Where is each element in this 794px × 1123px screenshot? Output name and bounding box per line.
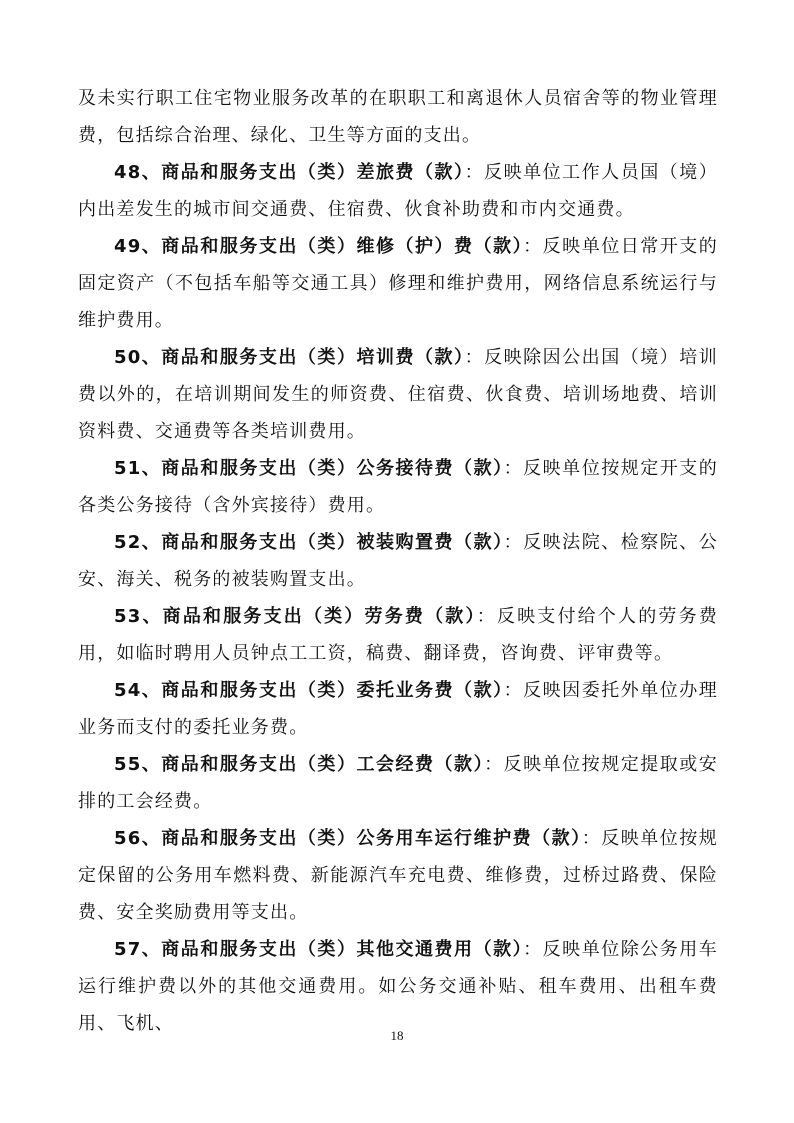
item-heading: 52、商品和服务支出（类）被装购置费（款） [114,532,504,553]
item-text: ：反映除因公出国（境）培训费以外的，在培训期间发生的师资费、住宿费、伙食费、培训场地费、培训资料费、交通费等各类培训费用。 [78,347,718,442]
intro-paragraph: 及未实行职工住宅物业服务改革的在职职工和离退休人员宿舍等的物业管理费，包括综合治理、绿化、卫生等方面的支出。 [78,88,718,146]
item-text: ：反映因委托外单位办理业务而支付的委托业务费。 [78,680,719,738]
item-text: ：反映单位日常开支的固定资产（不包括车船等交通工具）修理和维护费用，网络信息系统运行与维护费用。 [78,236,719,331]
item-text: ：反映单位按规定提取或安排的工会经费。 [78,754,718,812]
item-text: ：反映单位按规定保留的公务用车燃料费、新能源汽车充电费、维修费，过桥过路费、保险费、安全奖励费用等支出。 [78,828,718,923]
item-49 [78,228,718,339]
item-text: ：反映法院、检察院、公安、海关、税务的被装购置支出。 [78,532,719,590]
item-51 [78,450,718,524]
item-text: ：反映单位工作人员国（境）内出差发生的城市间交通费、住宿费、伙食补助费和市内交通费。 [78,162,718,220]
item-heading: 48、商品和服务支出（类）差旅费（款） [114,162,465,183]
item-54 [78,672,718,746]
item-text: ：反映单位按规定开支的各类公务接待（含外宾接待）费用。 [78,458,719,516]
item-57 [78,931,718,1042]
item-heading: 49、商品和服务支出（类）维修（护）费（款） [114,236,524,257]
item-55 [78,746,718,820]
page-number: 18 [390,1028,404,1043]
item-56 [78,820,718,931]
item-heading: 55、商品和服务支出（类）工会经费（款） [114,754,485,775]
item-text: ：反映单位除公务用车运行维护费以外的其他交通费用。如公务交通补贴、租车费用、出租车费用、飞机、 [78,939,719,1034]
item-heading: 54、商品和服务支出（类）委托业务费（款） [114,680,504,701]
item-heading: 51、商品和服务支出（类）公务接待费（款） [114,458,504,479]
item-50 [78,339,718,450]
item-52 [78,524,718,598]
item-heading: 50、商品和服务支出（类）培训费（款） [114,347,465,368]
item-48 [78,154,718,228]
item-heading: 56、商品和服务支出（类）公务用车运行维护费（款） [114,828,582,849]
document-body [78,80,718,1042]
item-heading: 57、商品和服务支出（类）其他交通费用（款） [114,939,524,960]
item-heading: 53、商品和服务支出（类）劳务费（款） [114,606,477,627]
item-53 [78,598,718,672]
item-text: ：反映支付给个人的劳务费用，如临时聘用人员钟点工工资，稿费、翻译费，咨询费、评审费等。 [78,606,718,664]
